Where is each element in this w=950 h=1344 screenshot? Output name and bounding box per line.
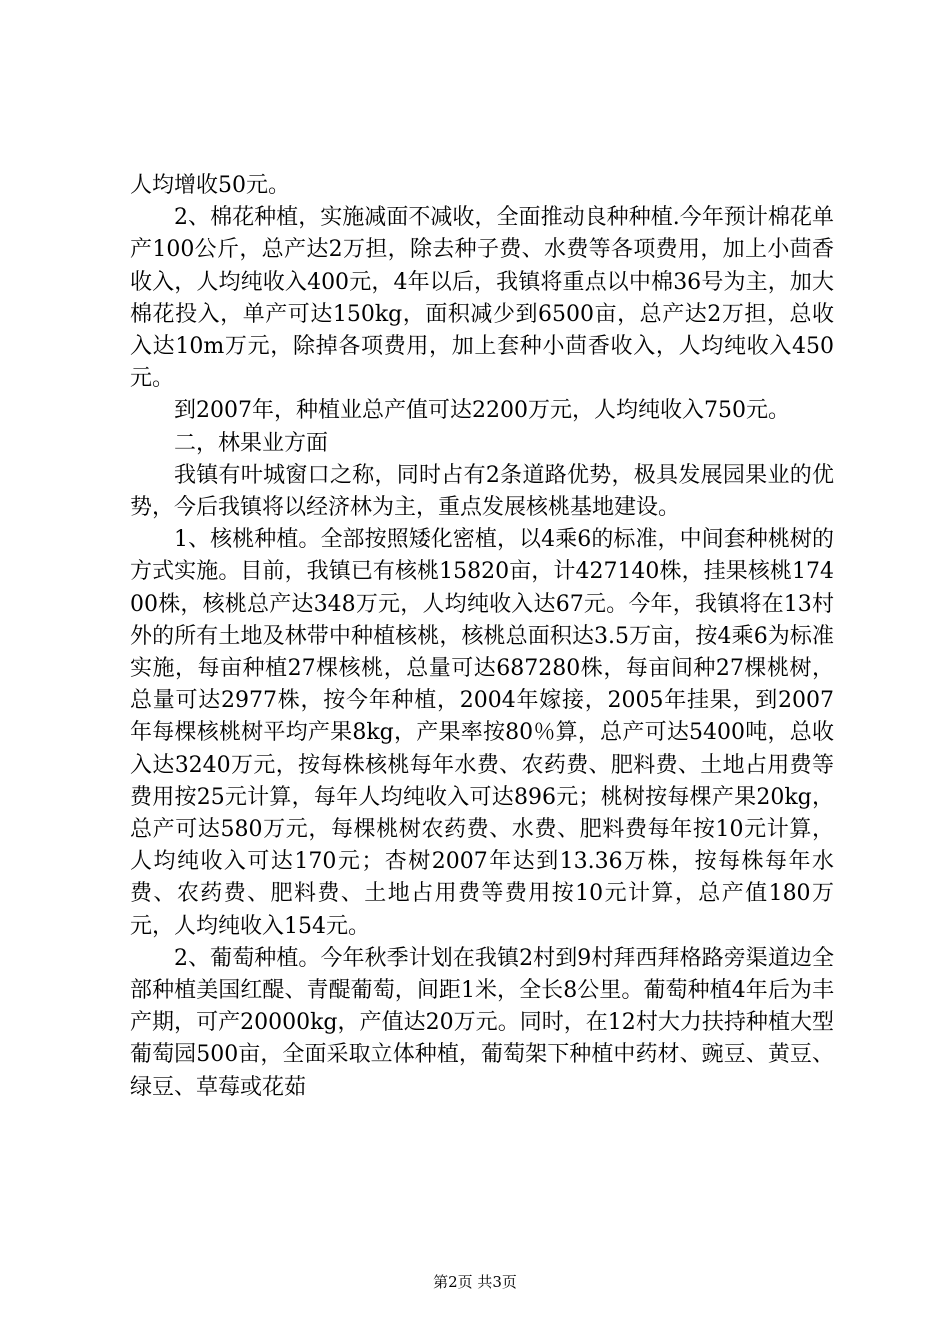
paragraph-grape: 2、葡萄种植。今年秋季计划在我镇2村到9村拜西拜格路旁渠道边全部种植美国红醍、青醍葡萄，间距1米，全长8公里。葡萄种植4年后为丰产期，可产20000kg，产值达20万元。同时，在12村大力扶持种植大型葡萄园500亩，全面采取立体种植，葡萄架下种植中药材、豌豆、黄豆、绿豆、草莓或花茹 [130, 945, 834, 1100]
paragraph-1: 人均增收50元。 [130, 173, 290, 198]
document-body [130, 170, 834, 1104]
paragraph-2007-summary: 到2007年，种植业总产值可达2200万元，人均纯收入750元。 [174, 398, 790, 424]
page-footer: 第2页 共3页 [433, 1273, 517, 1291]
paragraph-walnut: 1、核桃种植。全部按照矮化密植，以4乘6的标准，中间套种桃树的方式实施。目前，我镇已有核桃15820亩，计427140株，挂果核桃17400株，核桃总产达348万元，人均纯收入达67元。今年，我镇将在13村外的所有土地及林带中种植核桃，核桃总面积达3.5万亩，按4乘6为标准实施，每亩种植27棵核桃，总量可达687280株，每亩间种27棵桃树，总量可达2977株，按今年种植，2004年嫁接，2005年挂果，到2007年每棵核桃树平均产果8kg，产果率按80％算，总产可达5400吨，总收入达3240万元，按每株核桃每年水费、农药费、肥料费、土地占用费等费用按25元计算，每年人均纯收入可达896元；桃树按每棵产果20kg，总产可达580万元，每棵桃树农药费、水费、肥料费每年按10元计算，人均纯收入可达170元；杏树2007年达到13.36万株，按每株每年水费、农药费、肥料费、土地占用费等费用按10元计算，总产值180万元，人均纯收入154元。 [130, 527, 834, 939]
section-heading-forestry: 二，林果业方面 [174, 430, 329, 456]
paragraph-cotton: 2、棉花种植，实施减面不减收，全面推动良种种植.今年预计棉花单产100公斤，总产达2万担，除去种子费、水费等各项费用，加上小茴香收入，人均纯收入400元，4年以后，我镇将重点以中棉36号为主，加大棉花投入，单产可达150kg，面积减少到6500亩，总产达2万担，总收入达10m万元，除掉各项费用，加上套种小茴香收入，人均纯收入450元。 [130, 205, 834, 392]
paragraph-forestry-intro: 我镇有叶城窗口之称，同时占有2条道路优势，极具发展园果业的优势，今后我镇将以经济林为主，重点发展核桃基地建设。 [130, 462, 834, 521]
